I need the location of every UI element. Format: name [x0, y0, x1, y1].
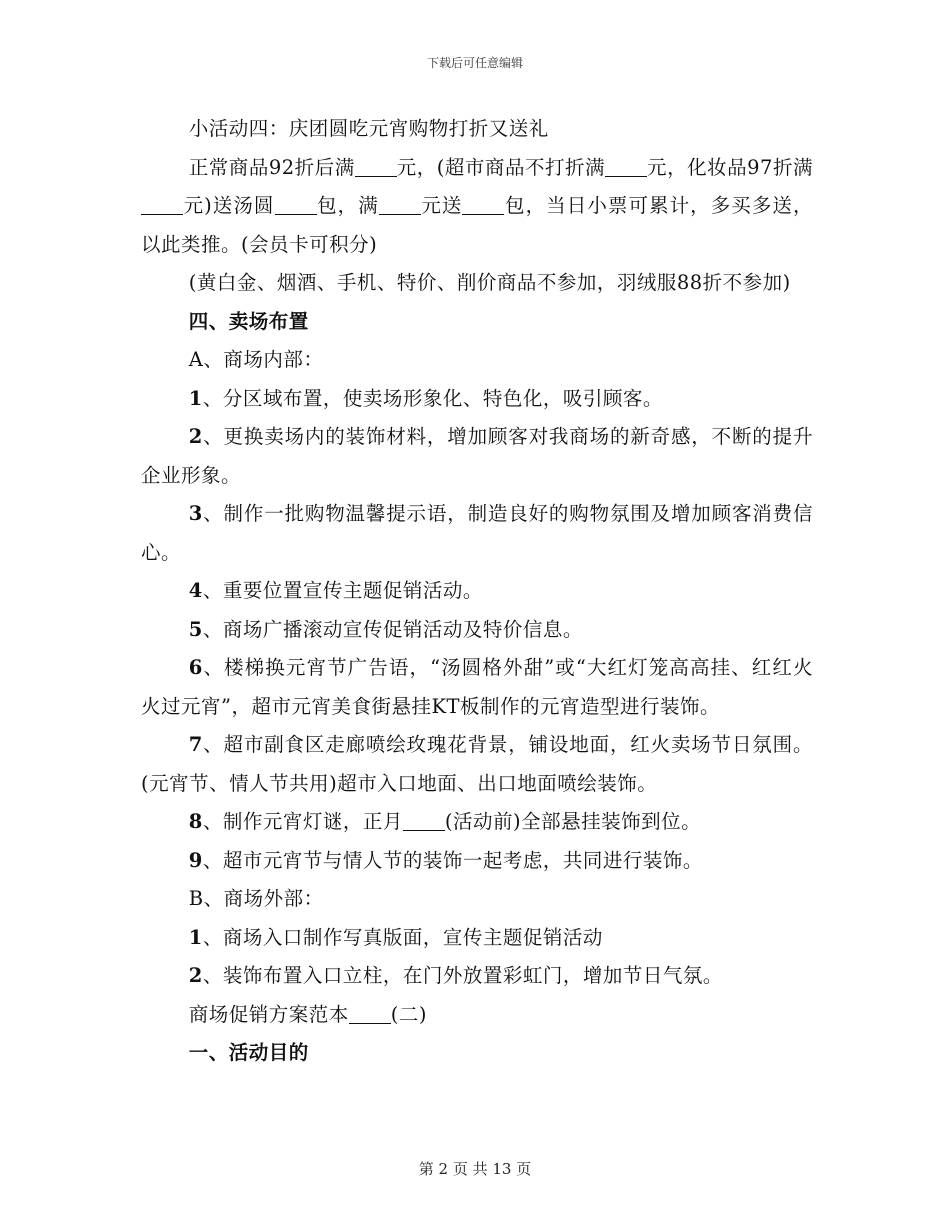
- paragraph-discount-rules: 正常商品92折后满 元，(超市商品不打折满 元，化妆品97折满元)送汤圆 包，满 元送 包，当日小票可累计，多买多送，以此类推。(会员卡可积分): [141, 155, 813, 256]
- subheading-exterior: B、商场外部：: [188, 887, 324, 910]
- paragraph-activity-four: 小活动四：庆团圆吃元宵购物打折又送礼: [188, 117, 549, 140]
- blank-field: [275, 195, 317, 216]
- page-footer: 第 2 页 共 13 页: [418, 1160, 532, 1178]
- page-header: 下载后可任意编辑: [426, 56, 523, 70]
- list-item: 8、制作元宵灯谜，正月 (活动前)全部悬挂装饰到位。: [188, 810, 702, 833]
- blank-field: [462, 195, 504, 216]
- blank-field: [605, 156, 647, 177]
- list-item: 7、超市副食区走廊喷绘玫瑰花背景，铺设地面，红火卖场节日氛围。(元宵节、情人节共用)超市入口地面、出口地面喷绘装饰。: [141, 733, 813, 795]
- list-item: 1、商场入口制作写真版面，宣传主题促销活动: [188, 925, 603, 949]
- list-item: 2、更换卖场内的装饰材料，增加顾客对我商场的新奇感，不断的提升企业形象。: [141, 425, 813, 487]
- paragraph-exclusions: (黄白金、烟酒、手机、特价、削价商品不参加，羽绒服88折不参加): [188, 271, 791, 294]
- list-item: 5、商场广播滚动宣传促销活动及特价信息。: [188, 617, 583, 641]
- list-item: 3、制作一批购物温馨提示语，制造良好的购物氛围及增加顾客消费信心。: [141, 502, 813, 564]
- list-item: 1、分区域布置，使卖场形象化、特色化，吸引顾客。: [188, 386, 663, 410]
- section-heading-layout: 四、卖场布置: [188, 309, 309, 333]
- list-item: 4、重要位置宣传主题促销活动。: [188, 579, 483, 602]
- blank-field: [379, 195, 421, 216]
- list-item: 6、楼梯换元宵节广告语，“汤圆格外甜”或“大红灯笼高高挂、红红火火过元宵”，超市元宵美食街悬挂KT板制作的元宵造型进行装饰。: [141, 656, 813, 718]
- blank-field: [141, 195, 183, 216]
- list-item: 9、超市元宵节与情人节的装饰一起考虑，共同进行装饰。: [188, 848, 703, 872]
- document-body: [141, 110, 813, 1073]
- next-document-title: 商场促销方案范本 (二): [188, 1002, 427, 1026]
- subheading-interior: A、商场内部：: [188, 348, 324, 371]
- list-item: 2、装饰布置入口立柱，在门外放置彩虹门，增加节日气氛。: [188, 964, 723, 987]
- blank-field: [355, 156, 397, 177]
- blank-field: [403, 811, 445, 832]
- blank-field: [349, 1003, 391, 1024]
- section-heading-purpose: 一、活动目的: [188, 1041, 309, 1064]
